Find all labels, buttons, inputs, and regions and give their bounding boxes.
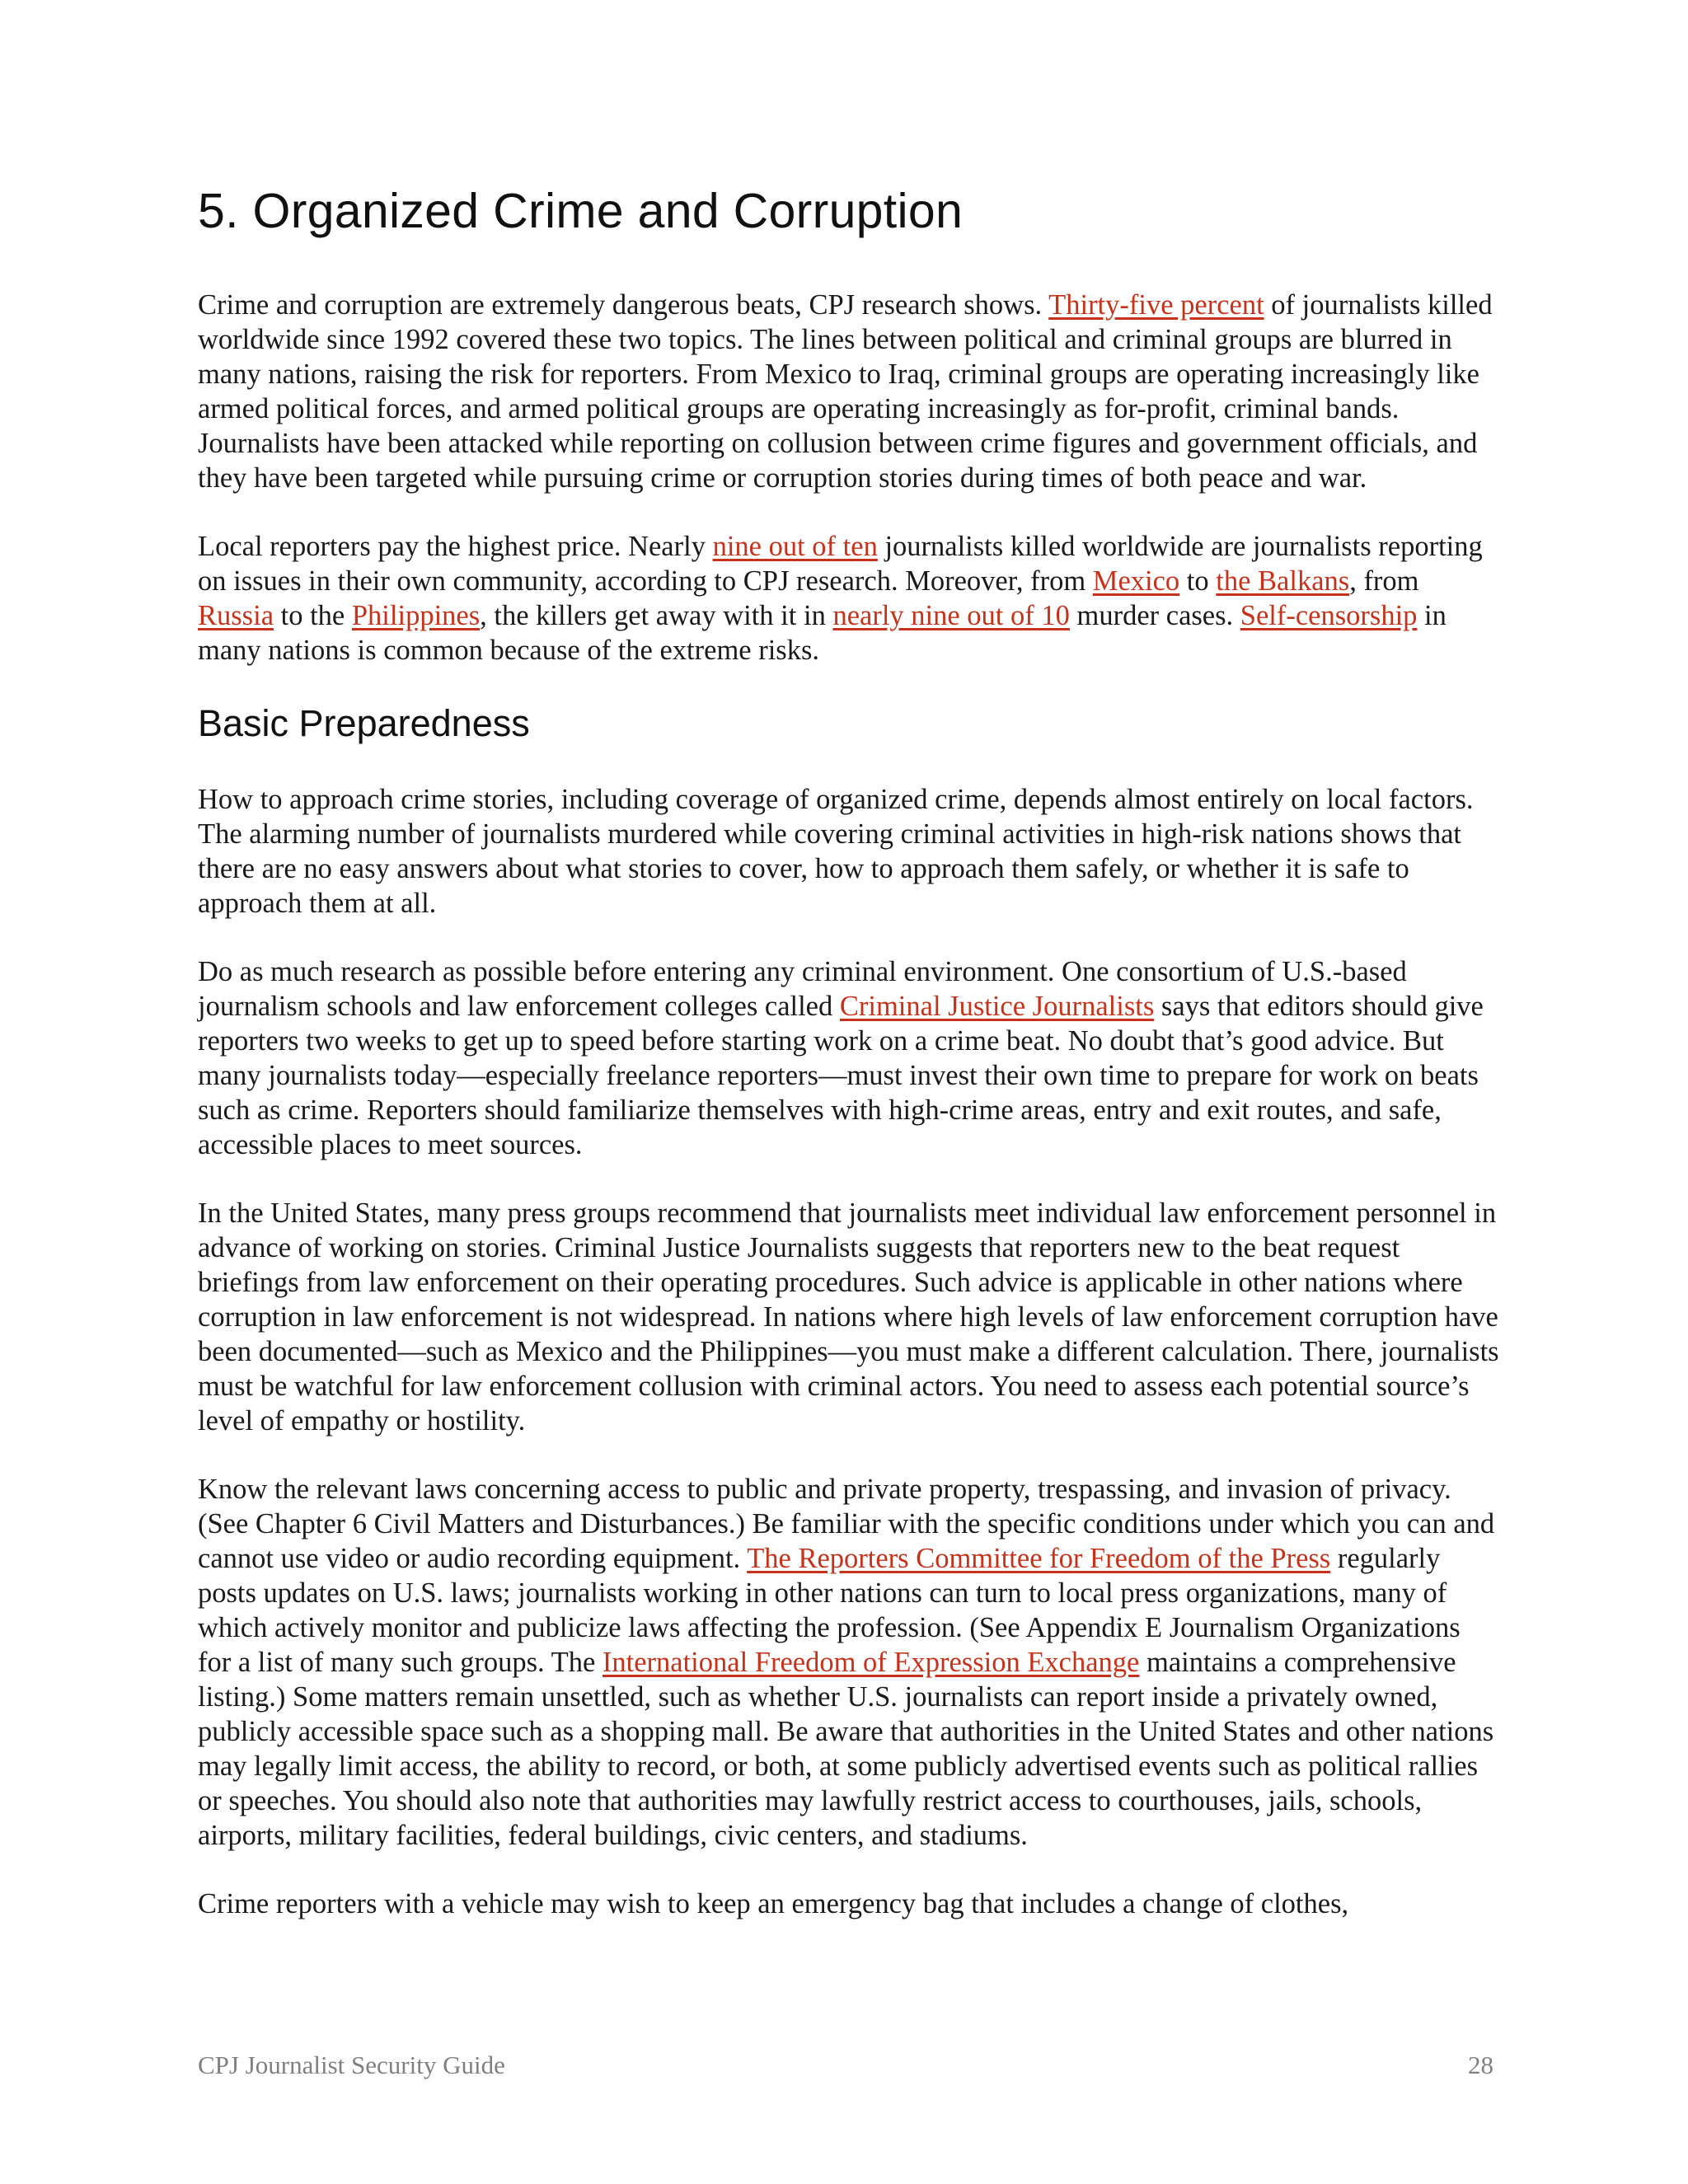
link-reporters-committee[interactable]: The Reporters Committee for Freedom of the Press: [747, 1542, 1331, 1574]
text: to: [1179, 565, 1217, 597]
link-criminal-justice-journalists[interactable]: Criminal Justice Journalists: [839, 990, 1155, 1022]
text: Local reporters pay the highest price. Nearly: [198, 530, 713, 562]
text: in many nations is common because of the extreme risks.: [198, 599, 1447, 666]
link-philippines[interactable]: Philippines: [351, 599, 481, 631]
paragraph-intro: [198, 288, 1500, 495]
text: Crime and corruption are extremely dangerous beats, CPJ research shows.: [198, 288, 1049, 321]
paragraph-emergency-bag: Crime reporters with a vehicle may wish to keep an emergency bag that includes a change of clothes,: [198, 1887, 1349, 1919]
link-nine-out-of-ten[interactable]: nine out of ten: [712, 530, 878, 562]
link-ifex[interactable]: International Freedom of Expression Exchange: [602, 1646, 1140, 1678]
text: of journalists killed worldwide since 1992 covered these two topics. The lines between political and criminal groups are blurred in many nations, raising the risk for reporters. From Mexico to Iraq, criminal groups are operating increasingly like armed political forces, and armed political groups are operating increasingly as for-profit, criminal bands. Journalists have been attacked while reporting on collusion between crime figures and government officials, and they have been targeted while pursuing crime or corruption stories during times of both peace and war.: [198, 288, 1493, 494]
link-the-balkans[interactable]: the Balkans: [1216, 565, 1350, 597]
paragraph-law-enforcement: In the United States, many press groups recommend that journalists meet individual law enforcement personnel in advance of working on stories. Criminal Justice Journalists suggests that reporters new to the beat request briefings from law enforcement on their operating procedures. Such advice is applicable in other nations where corruption in law enforcement is not widespread. In nations where high levels of law enforcement corruption have been documented—such as Mexico and the Philippines—you must make a different calculation. There, journalists must be watchful for law enforcement collusion with criminal actors. You need to assess each potential source’s level of empathy or hostility.: [198, 1197, 1499, 1436]
paragraph-laws: [198, 1472, 1500, 1853]
link-self-censorship[interactable]: Self-censorship: [1240, 599, 1418, 631]
text: regularly posts updates on U.S. laws; journalists working in other nations can turn to local press organizations, many of which actively monitor and publicize laws affecting the profession. (See Appendix E Journalism Organizations for a list of many such groups. The: [198, 1542, 1461, 1678]
paragraph-research: [198, 954, 1500, 1162]
text: to the: [274, 599, 352, 631]
link-nearly-nine-out-of-10[interactable]: nearly nine out of 10: [832, 599, 1070, 631]
footer-title: CPJ Journalist Security Guide: [198, 2050, 505, 2079]
page-footer: [198, 2050, 1493, 2080]
page-number: 28: [1468, 2050, 1493, 2079]
text: journalists killed worldwide are journalists reporting on issues in their own community, according to CPJ research. Moreover, from: [198, 530, 1483, 597]
text: says that editors should give reporters two weeks to get up to speed before starting work on a crime beat. No doubt that’s good advice. But many journalists today—especially freelance reporters—must invest their own time to prepare for work on beats such as crime. Reporters should familiarize themselves with high-crime areas, entry and exit routes, and safe, accessible places to meet sources.: [198, 990, 1484, 1160]
link-thirty-five-percent[interactable]: Thirty-five percent: [1048, 288, 1264, 321]
main-content: [198, 185, 1500, 1955]
text: , the killers get away with it in: [480, 599, 833, 631]
link-russia[interactable]: Russia: [198, 599, 274, 631]
text: Know the relevant laws concerning access to public and private property, trespassing, and invasion of privacy. (See Chapter 6 Civil Matters and Disturbances.) Be familiar with the specific conditions under which you can and cannot use video or audio recording equipment.: [198, 1473, 1495, 1574]
text: Do as much research as possible before entering any criminal environment. One consortium of U.S.-based journalism schools and law enforcement colleges called: [198, 955, 1407, 1022]
text: murder cases.: [1069, 599, 1240, 631]
text: maintains a comprehensive listing.) Some matters remain unsettled, such as whether U.S. journalists can report inside a privately owned, publicly accessible space such as a shopping mall. Be aware that authorities in the United States and other nations may legally limit access, the ability to record, or both, at some publicly advertised events such as political rallies or speeches. You should also note that authorities may lawfully restrict access to courthouses, jails, schools, airports, military facilities, federal buildings, civic centers, and stadiums.: [198, 1646, 1494, 1851]
paragraph-local-reporters: [198, 529, 1500, 668]
text: , from: [1349, 565, 1419, 597]
section-heading: Basic Preparedness: [198, 701, 530, 744]
chapter-title: 5. Organized Crime and Corruption: [198, 184, 964, 238]
link-mexico[interactable]: Mexico: [1092, 565, 1180, 597]
paragraph-approach: How to approach crime stories, including coverage of organized crime, depends almost entirely on local factors. The alarming number of journalists murdered while covering criminal activities in high-risk nations shows that there are no easy answers about what stories to cover, how to approach them safely, or whether it is safe to approach them at all.: [198, 783, 1474, 919]
